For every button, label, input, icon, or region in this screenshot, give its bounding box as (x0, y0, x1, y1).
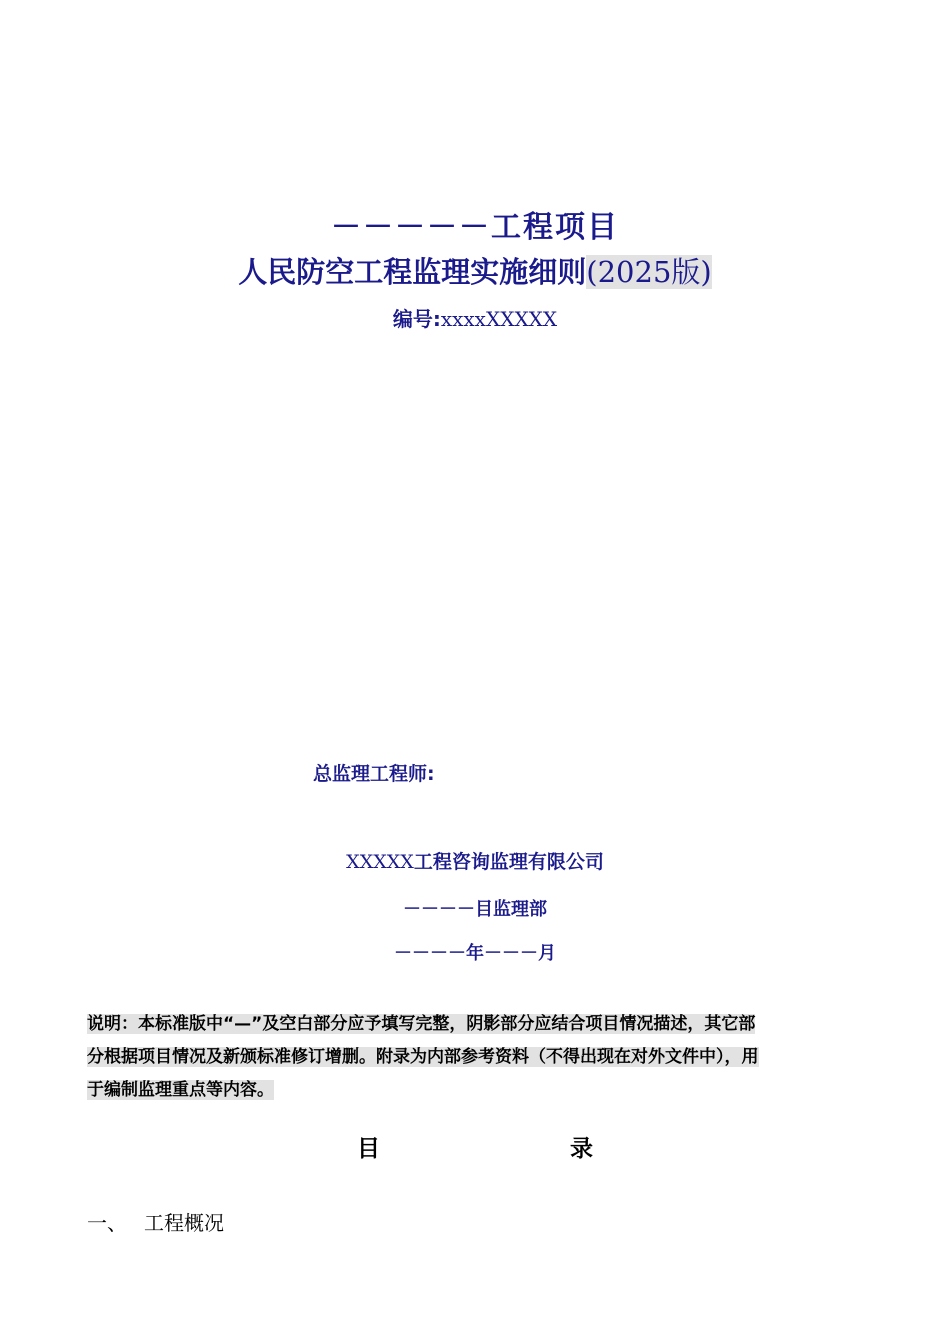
note-line-3: 于编制监理重点等内容。 (87, 1080, 274, 1100)
toc-entry-label: 工程概况 (144, 1211, 224, 1235)
toc-entry[interactable] (87, 1208, 224, 1238)
cover-title-text: 人民防空工程监理实施细则 (238, 255, 587, 289)
document-number (0, 304, 950, 334)
cover-title-version: (2025版) (586, 255, 712, 289)
company-name-text: 工程咨询监理有限公司 (413, 851, 604, 873)
department-name: －－－－目监理部 (403, 899, 547, 920)
cover-title-main (0, 252, 950, 292)
company-name (0, 848, 950, 876)
document-number-value: xxxxXXXXX (440, 307, 558, 331)
document-number-label: 编号: (392, 307, 441, 331)
note-line-2: 分根据项目情况及新颁标准修订增删。附录为内部参考资料（不得出现在对外文件中），用 (87, 1047, 759, 1067)
instruction-note (87, 1008, 865, 1107)
toc-entry-number: 一、 (87, 1211, 127, 1235)
company-prefix: XXXXX (346, 851, 414, 873)
toc-heading (0, 1128, 950, 1164)
cover-title-project: －－－－－工程项目 (331, 210, 619, 245)
toc-heading-char-1: 目 (357, 1136, 380, 1162)
document-date: －－－－年－－－月 (394, 943, 556, 964)
toc-heading-char-2: 录 (570, 1136, 593, 1162)
note-line-1: 说明：本标准版中“—”及空白部分应予填写完整，阴影部分应结合项目情况描述，其它部 (87, 1014, 756, 1034)
chief-engineer-label: 总监理工程师: (313, 763, 435, 785)
